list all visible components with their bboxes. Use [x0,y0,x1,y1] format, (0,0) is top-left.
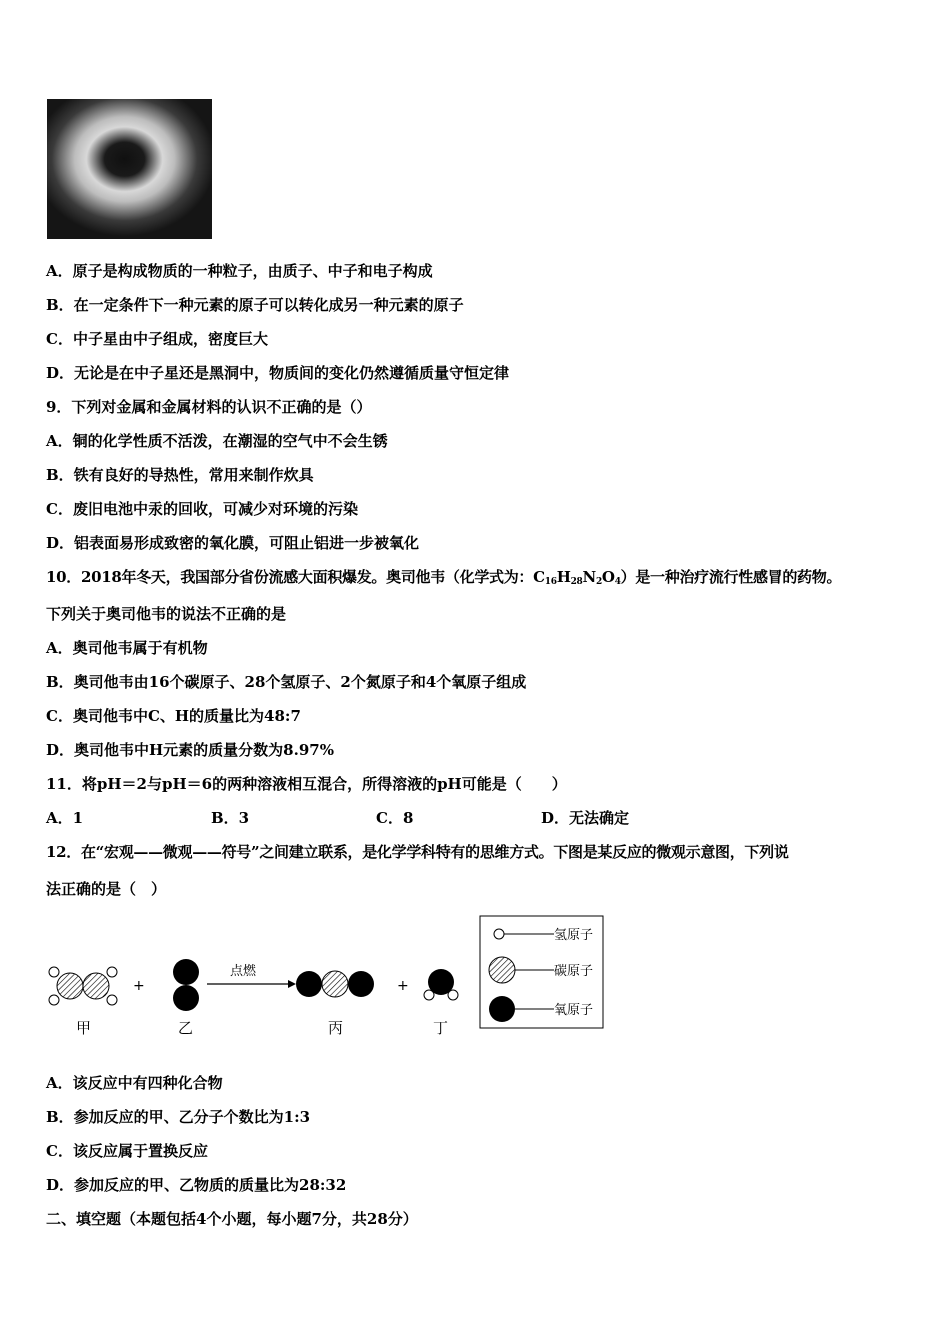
q9-option-c: C．废旧电池中汞的回收，可减少对环境的污染 [46,500,358,518]
q11-option-a: A．1 [46,809,84,827]
q10-option-b: B．奥司他韦由16个碳原子、28个氢原子、2个氮原子和4个氧原子组成 [46,673,527,691]
label-ding: 丁 [433,1019,449,1037]
q12-stem: 12．在“宏观——微观——符号”之间建立联系，是化学学科特有的思维方式。下图是某反应的微观示意图，下列说 [46,843,789,861]
black-hole-image [47,99,212,239]
q9-option-d: D．铝表面易形成致密的氧化膜，可阻止铝进一步被氧化 [46,534,420,552]
q9-option-b: B．铁有良好的导热性，常用来制作炊具 [46,466,314,484]
label-yi: 乙 [178,1019,194,1037]
molecule-bing [296,971,374,997]
q11-option-d: D．无法确定 [541,809,630,827]
q9-option-a: A．铜的化学性质不活泼，在潮湿的空气中不会生锈 [46,432,388,450]
label-jia: 甲 [76,1019,92,1037]
q12-option-a: A．该反应中有四种化合物 [46,1074,223,1092]
q12-stem-line2: 法正确的是（ ） [46,880,167,898]
molecule-yi [173,959,199,1011]
q9-stem: 9．下列对金属和金属材料的认识不正确的是（） [46,398,372,416]
q8-option-c: C．中子星由中子组成，密度巨大 [46,330,268,348]
legend-hydrogen: 氢原子 [554,928,594,943]
plus-sign-2: + [397,978,409,994]
section-2-heading: 二、填空题（本题包括4个小题，每小题7分，共28分） [46,1210,418,1228]
legend-oxygen: 氧原子 [554,1003,594,1018]
reaction-arrow [207,980,296,988]
q8-option-d: D．无论是在中子星还是黑洞中，物质间的变化仍然遵循质量守恒定律 [46,364,510,382]
q8-option-a: A．原子是构成物质的一种粒子，由质子、中子和电子构成 [46,262,433,280]
q12-option-b: B．参加反应的甲、乙分子个数比为1:3 [46,1108,311,1126]
q12-option-c: C．该反应属于置换反应 [46,1142,208,1160]
reaction-diagram [40,912,610,1042]
q11-stem: 11．将pH＝2与pH＝6的两种溶液相互混合，所得溶液的pH可能是（ ） [46,775,567,793]
q10-stem: 10．2018年冬天，我国部分省份流感大面积爆发。奥司他韦（化学式为：$C_{16}H_{28}N_2O_4$）是一种治疗流行性感冒的药物。 [46,568,842,587]
plus-sign-1: + [133,978,145,994]
q8-option-b: B．在一定条件下一种元素的原子可以转化成另一种元素的原子 [46,296,464,314]
q10-option-d: D．奥司他韦中H元素的质量分数为8.97% [46,741,334,759]
legend-carbon: 碳原子 [554,964,594,979]
q10-option-c: C．奥司他韦中C、H的质量比为48:7 [46,707,301,725]
molecule-jia [49,967,117,1005]
label-bing: 丙 [328,1019,344,1037]
q11-option-c: C．8 [376,809,414,827]
q12-option-d: D．参加反应的甲、乙物质的质量比为28:32 [46,1176,347,1194]
arrow-label-ignite: 点燃 [230,964,257,979]
molecule-ding [424,969,458,1000]
q11-option-b: B．3 [211,809,250,827]
q10-option-a: A．奥司他韦属于有机物 [46,639,208,657]
q10-stem-line2: 下列关于奥司他韦的说法不正确的是 [46,605,287,623]
